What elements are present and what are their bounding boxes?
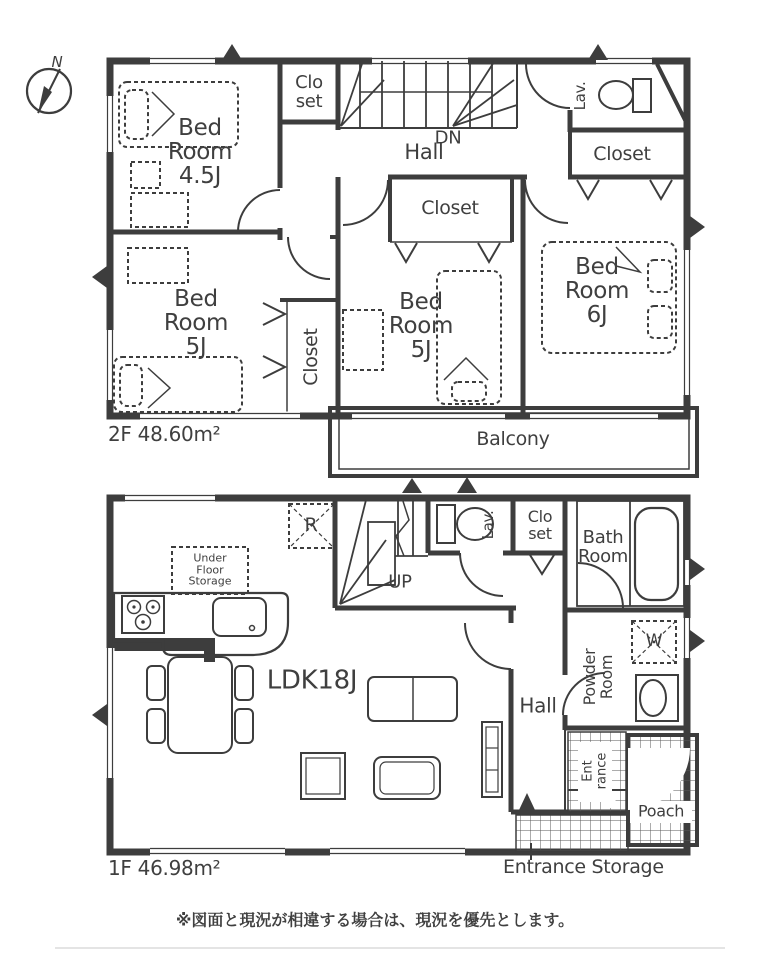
floor2-bedroom6-label: Bed Room 6J <box>564 253 630 329</box>
floor2-bedroom5-center-label: Bed Room 5J <box>388 288 454 364</box>
under-floor-storage-label: Under Floor Storage <box>188 551 232 588</box>
floor1-area-label: 1F 46.98m² <box>108 856 221 880</box>
floor1-closet-label: Clo set <box>527 507 553 543</box>
entrance-storage-label: Entrance Storage <box>503 856 664 878</box>
bath-room-label: Bath Room <box>577 527 629 567</box>
refrigerator-label: R <box>304 514 318 537</box>
balcony-label: Balcony <box>476 428 550 451</box>
floor2-hall-label: Hall <box>404 139 444 164</box>
disclaimer-text: ※図面と現況が相違する場合は、現況を優先とします。 <box>175 910 575 930</box>
floor1-hall-label: Hall <box>519 693 557 718</box>
floor2-closet-nw-label: Clo set <box>295 72 323 112</box>
floor2-closet-center-label: Closet <box>421 197 479 220</box>
powder-room-label: Powder Room <box>580 648 616 706</box>
floor2-area-label: 2F 48.60m² <box>108 422 221 446</box>
floor2-bedroom5-left-label: Bed Room 5J <box>163 285 229 361</box>
entrance-label: Ent rance <box>580 752 609 790</box>
floor2-bedroom45-label: Bed Room 4.5J <box>167 114 233 190</box>
washer-label: W <box>645 631 663 652</box>
porch-label: Poach <box>637 801 685 821</box>
floor2-closet-left-label: Closet <box>300 328 323 386</box>
floor1-up-label: UP <box>388 571 412 593</box>
ldk-label: LDK18J <box>266 665 358 696</box>
floor2-lavatory-label: Lav. <box>571 81 590 111</box>
compass-north-label: N <box>51 53 63 72</box>
floor1-lavatory-label: Lav. <box>479 510 498 540</box>
floor2-dn-label: DN <box>434 127 462 149</box>
floor2-closet-ne-label: Closet <box>593 143 651 166</box>
